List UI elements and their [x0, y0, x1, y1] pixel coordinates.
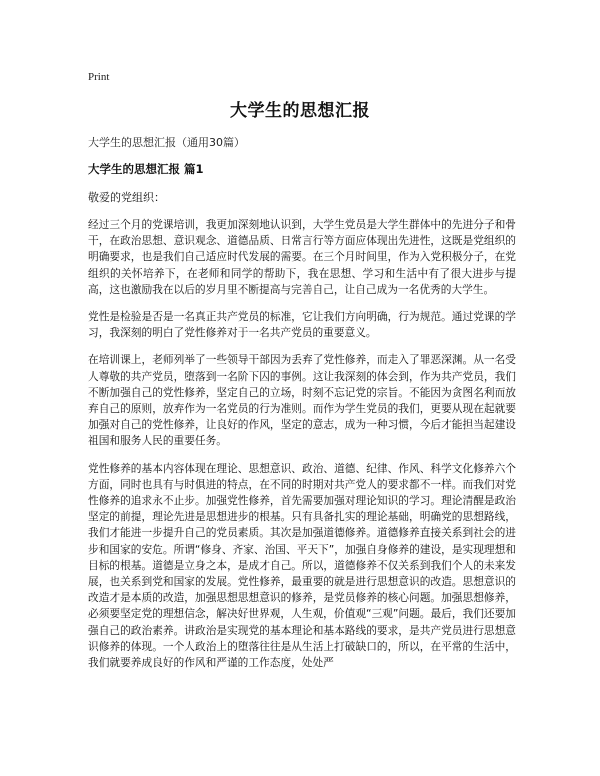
document-subtitle: 大学生的思想汇报（通用30篇）	[88, 136, 245, 149]
page-title: 大学生的思想汇报	[230, 101, 370, 121]
print-link[interactable]: Print	[88, 71, 110, 83]
salutation: 敬爱的党组织：	[88, 191, 165, 204]
document-body	[88, 217, 516, 682]
paragraph: 党性修养的基本内容体现在理论、思想意识、政治、道德、纪律、作风、科学文化修养六个方面，同时也具有与时俱进的特点，在不同的时期对共产党人的要求都不一样。而我们对党性修养的追求永不止步。加强党性修养，首先需要加强对理论知识的学习。理论清醒是政治坚定的前提，理论先进是思想进步的根基。只有具备扎实的理论基础，明确党的思想路线，我们才能进一步提升自己的党员素质。其次是加强道德修养。道德修养直接关系到社会的进步和国家的安危。所谓“修身、齐家、治国、平天下”，加强自身修养的建设，是实现理想和目标的根基。道德是立身之本，是成才自己。所以，道德修养不仅关系到我们个人的未来发展，也关系到党和国家的发展。党性修养，最重要的就是进行思想意识的改造。思想意识的改造才是本质的改造，加强思想思想意识的修养，是党员修养的核心问题。加强思想修养，必须要坚定党的理想信念，解决好世界观，人生观，价值观“三观”问题。最后，我们还要加强自己的政治素养。讲政治是实现党的基本理论和基本路线的要求，是共产党员进行思想意识修养的体现。一个人政治上的堕落往往是从生活上打破缺口的，所以，在平常的生活中，我们就要养成良好的作风和严谨的工作态度，处处严	[88, 461, 516, 670]
section-heading: 大学生的思想汇报 篇1	[88, 162, 204, 176]
paragraph: 党性是检验是否是一名真正共产党员的标准，它让我们方向明确，行为规范。通过党课的学习，我深刻的明白了党性修养对于一名共产党员的重要意义。	[88, 310, 516, 340]
paragraph: 经过三个月的党课培训，我更加深刻地认识到，大学生党员是大学生群体中的先进分子和骨干，在政治思想、意识观念、道德品质、日常言行等方面应体现出先进性，这既是党组织的明确要求，也是我们自己适应时代发展的需要。在三个月时间里，作为入党积极分子，在党组织的关怀培养下，在老师和同学的帮助下，我在思想、学习和生活中有了很大进步与提高，这也激励我在以后的岁月里不断提高与完善自己，让自己成为一名优秀的大学生。	[88, 218, 516, 296]
paragraph: 在培训课上，老师列举了一些领导干部因为丢弃了党性修养，而走入了罪恶深渊。从一名受人尊敬的共产党员，堕落到一名阶下囚的事例。这让我深刻的体会到，作为共产党员，我们不断加强自己的党性修养，坚定自己的立场，时刻不忘记党的宗旨。不能因为贪图名利而放弃自己的原则，放弃作为一名党员的行为准则。而作为学生党员的我们，更要从现在起就要加强对自己的党性修养，让良好的作风，坚定的意志，成为一种习惯，今后才能担当起建设祖国和服务人民的重要任务。	[88, 353, 516, 448]
